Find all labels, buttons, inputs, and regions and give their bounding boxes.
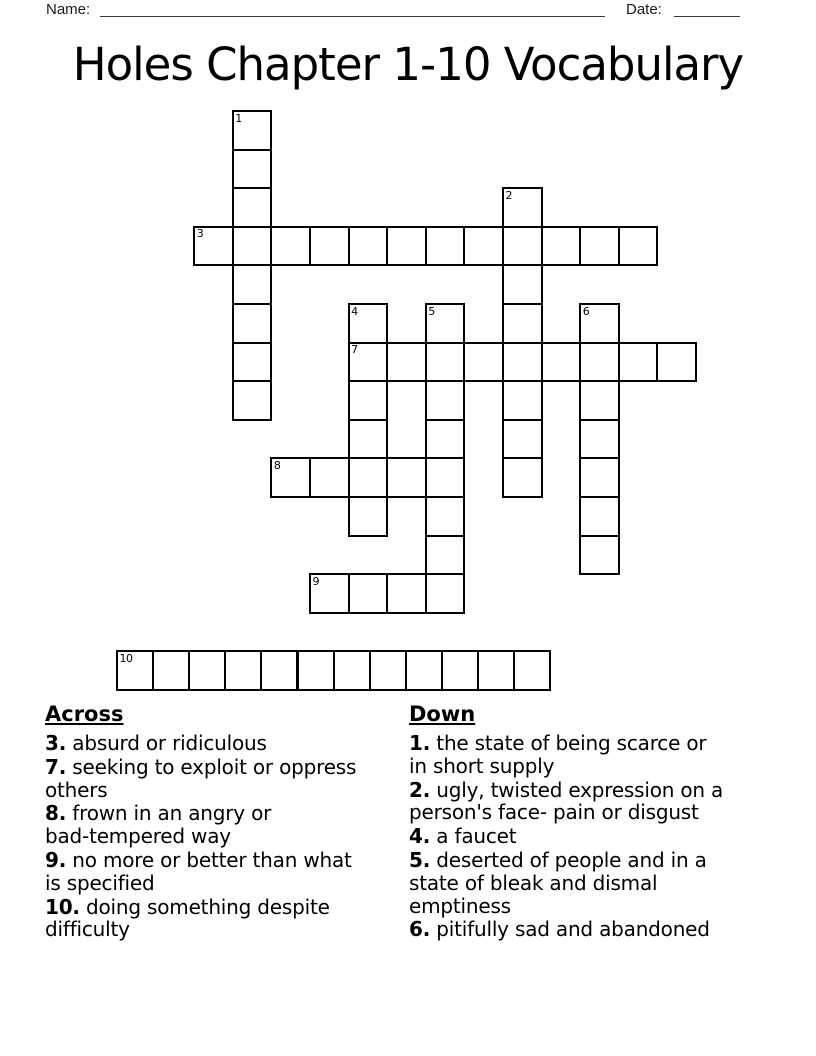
clue-number: 1.: [409, 731, 431, 755]
answer-cell[interactable]: [309, 226, 350, 267]
answer-cell[interactable]: [502, 457, 543, 498]
cell-number: 9: [312, 574, 319, 588]
answer-cell[interactable]: [441, 650, 479, 691]
answer-cell[interactable]: [513, 650, 551, 691]
clue-number: 5.: [409, 847, 431, 872]
answer-cell[interactable]: [348, 496, 389, 537]
answer-cell[interactable]: [579, 496, 620, 537]
answer-cell[interactable]: [541, 226, 582, 267]
answer-cell[interactable]: [297, 650, 335, 691]
clue-text: seeking to exploit or oppress: [72, 754, 357, 779]
cell-number: 10: [119, 651, 133, 665]
answer-cell[interactable]: [224, 650, 262, 691]
clue-number: 3.: [45, 731, 67, 755]
clue-number: 6.: [409, 917, 431, 942]
down-heading: Down: [409, 702, 476, 726]
cell-number: 7: [351, 343, 358, 357]
answer-cell[interactable]: [579, 457, 620, 498]
answer-cell[interactable]: [579, 535, 620, 576]
clue-down-1: [409, 732, 781, 778]
clue-text: in short supply: [409, 753, 555, 778]
clue-text: a faucet: [436, 824, 517, 849]
across-heading: Across: [45, 702, 124, 726]
answer-cell[interactable]: [425, 226, 466, 267]
clue-text: ugly, twisted expression on a: [436, 777, 724, 802]
answer-cell[interactable]: [425, 419, 466, 460]
answer-cell[interactable]: [502, 264, 543, 305]
clue-across-10: [45, 896, 401, 942]
answer-cell[interactable]: [348, 380, 389, 421]
cell-number: 5: [428, 304, 435, 318]
answer-cell[interactable]: [425, 496, 466, 537]
clue-number: 9.: [45, 847, 67, 872]
answer-cell[interactable]: [232, 264, 273, 305]
answer-cell[interactable]: [425, 380, 466, 421]
answer-cell[interactable]: [618, 226, 659, 267]
clue-text: the state of being scarce or: [436, 731, 707, 755]
answer-cell[interactable]: [386, 457, 427, 498]
clue-text: pitifully sad and abandoned: [436, 917, 710, 942]
cell-number: 6: [582, 304, 590, 318]
clue-number: 2.: [409, 777, 431, 802]
answer-cell[interactable]: [579, 226, 620, 267]
clue-down-5: [409, 849, 781, 917]
answer-cell[interactable]: [579, 342, 620, 383]
answer-cell[interactable]: [463, 342, 504, 383]
answer-cell[interactable]: [502, 380, 543, 421]
clue-across-9: [45, 849, 401, 895]
clue-down-4: [409, 825, 781, 848]
answer-cell[interactable]: [369, 650, 407, 691]
answer-cell[interactable]: [425, 535, 466, 576]
clue-across-8: [45, 802, 401, 848]
answer-cell[interactable]: [541, 342, 582, 383]
answer-cell[interactable]: [188, 650, 226, 691]
down-clues-column: [409, 703, 781, 942]
clue-text: state of bleak and dismal: [409, 870, 658, 895]
answer-cell[interactable]: [579, 380, 620, 421]
clue-text: doing something despite: [86, 894, 330, 919]
answer-cell[interactable]: [232, 380, 273, 421]
clue-across-7: [45, 756, 401, 802]
answer-cell[interactable]: [232, 226, 273, 267]
answer-cell[interactable]: [348, 226, 389, 267]
answer-cell[interactable]: [348, 419, 389, 460]
answer-cell[interactable]: [260, 650, 298, 691]
answer-cell[interactable]: [405, 650, 443, 691]
clue-text: emptiness: [409, 893, 511, 918]
answer-cell[interactable]: [425, 342, 466, 383]
answer-cell[interactable]: [618, 342, 659, 383]
cell-number: 8: [273, 458, 281, 472]
clue-text: no more or better than what: [72, 847, 352, 872]
clue-number: 10.: [45, 894, 80, 919]
answer-cell[interactable]: [425, 573, 466, 614]
clue-text: absurd or ridiculous: [72, 731, 267, 755]
answer-cell[interactable]: [502, 226, 543, 267]
answer-cell[interactable]: [502, 303, 543, 344]
date-label: Date:: [626, 1, 662, 18]
answer-cell[interactable]: [502, 342, 543, 383]
answer-cell[interactable]: [463, 226, 504, 267]
answer-cell[interactable]: [309, 457, 350, 498]
answer-cell[interactable]: [232, 303, 273, 344]
cell-number: 1: [235, 111, 242, 125]
answer-cell[interactable]: [656, 342, 697, 383]
answer-cell[interactable]: [386, 342, 427, 383]
clue-text: deserted of people and in a: [436, 847, 707, 872]
clue-text: is specified: [45, 870, 155, 895]
answer-cell[interactable]: [232, 187, 273, 228]
name-label: Name:: [46, 1, 91, 18]
answer-cell[interactable]: [425, 457, 466, 498]
answer-cell[interactable]: [232, 149, 273, 190]
answer-cell[interactable]: [386, 573, 427, 614]
page-title: Holes Chapter 1-10 Vocabulary: [72, 38, 744, 91]
clue-text: bad-tempered way: [45, 824, 231, 849]
clue-number: 4.: [409, 824, 431, 849]
cell-number: 3: [196, 227, 204, 241]
answer-cell[interactable]: [152, 650, 190, 691]
answer-cell[interactable]: [333, 650, 371, 691]
across-clues-column: [45, 703, 401, 942]
answer-cell[interactable]: [348, 457, 389, 498]
answer-cell[interactable]: [348, 573, 389, 614]
clue-number: 8.: [45, 801, 67, 826]
answer-cell[interactable]: [579, 419, 620, 460]
answer-cell[interactable]: [502, 419, 543, 460]
clue-number: 7.: [45, 754, 67, 779]
clue-down-2: [409, 779, 781, 825]
answer-cell[interactable]: [477, 650, 515, 691]
answer-cell[interactable]: [232, 342, 273, 383]
cell-number: 4: [351, 304, 358, 318]
answer-cell[interactable]: [270, 226, 311, 267]
clue-text: frown in an angry or: [72, 801, 272, 826]
clue-down-6: [409, 918, 781, 941]
clue-text: others: [45, 777, 108, 802]
cell-number: 2: [505, 188, 512, 202]
clue-text: person's face- pain or disgust: [409, 800, 699, 825]
answer-cell[interactable]: [386, 226, 427, 267]
clue-text: difficulty: [45, 917, 130, 942]
clue-across-3: [45, 732, 401, 755]
